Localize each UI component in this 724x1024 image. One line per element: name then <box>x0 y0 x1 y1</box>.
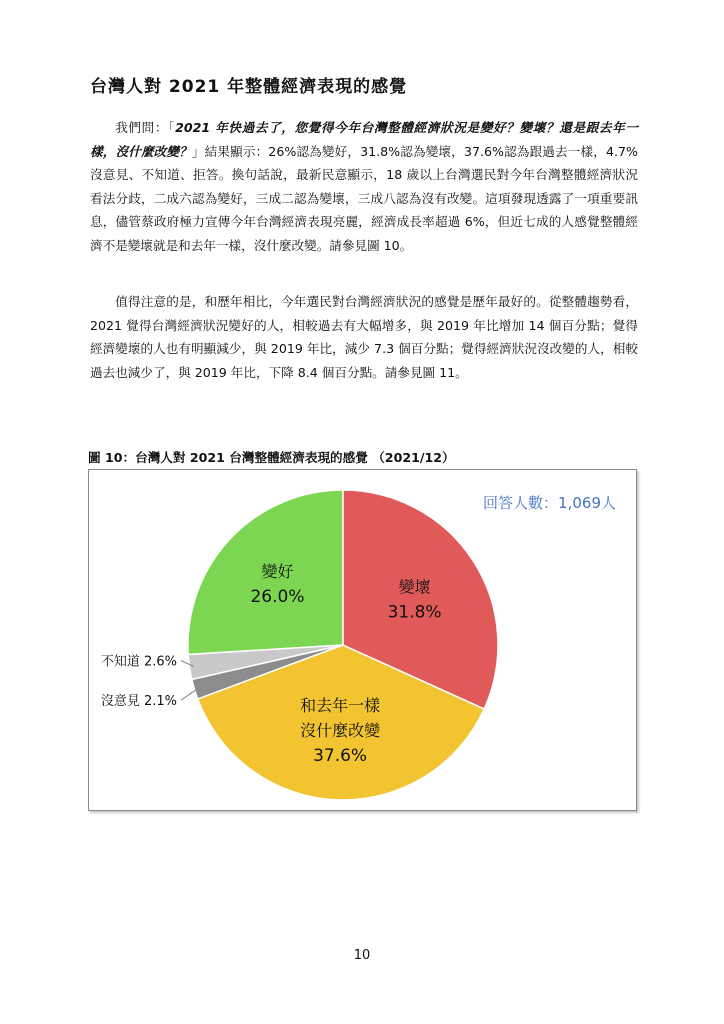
respondents-note: 回答人數：1,069人 <box>483 494 616 512</box>
slice-category-label: 變壞 <box>398 577 431 597</box>
figure-caption: 圖 10：台灣人對 2021 台灣整體經濟表現的感覺 （2021/12） <box>88 450 455 465</box>
small-slice-label: 沒意見 2.1% <box>100 694 177 710</box>
slice-category-label: 變好 <box>261 561 294 581</box>
pie-chart <box>89 470 636 810</box>
paragraph-1 <box>90 116 638 257</box>
page-number: 10 <box>353 948 371 963</box>
paragraph-1-lead: 我們問：「 <box>115 120 176 135</box>
slice-category-label: 沒什麼改變 <box>300 721 381 741</box>
survey-question: 2021 年快過去了，您覺得今年台灣整體經濟狀況是變好？變壞？還是跟去年一樣，沒什麼改變？ <box>90 120 638 159</box>
slice-value-label: 31.8% <box>387 602 442 623</box>
slice-value-label: 37.6% <box>313 746 368 767</box>
paragraph-1-body: 」結果顯示：26%認為變好，31.8%認為變壞，37.6%認為跟過去一樣，4.7%沒意見、不知道、拒答。換句話說，最新民意顯示，18 歲以上台灣選民對今年台灣整體經濟狀況看法分歧，二成六認為變好，三成二認為變壞，三成八認為沒有改變。這項發現透露了一項重要訊息，儘管蔡政府極力宣傳今年台灣經濟表現亮麗，經濟成長率超過 6%，但近七成的人感覺整體經濟不是變壞就是和去年一樣，沒什麼改變。請參見圖 10。 <box>90 143 638 253</box>
section-title: 台灣人對 2021 年整體經濟表現的感覺 <box>90 77 408 97</box>
slice-category-label: 和去年一樣 <box>300 696 381 716</box>
small-slice-label: 不知道 2.6% <box>100 654 177 670</box>
paragraph-2: 值得注意的是，和歷年相比，今年選民對台灣經濟狀況的感覺是歷年最好的。從整體趨勢看，2021 覺得台灣經濟狀況變好的人，相較過去有大幅增多，與 2019 年比增加 14 個百分點；覺得經濟變壞的人也有明顯減少，與 2019 年比，減少 7.3 個百分點；覺得經濟狀況沒改變的人，相較過去也減少了，與 2019 年比，下降 8.4 個百分點。請參見圖 11。 <box>90 294 638 380</box>
pie-chart-frame <box>88 469 637 811</box>
slice-value-label: 26.0% <box>250 586 305 607</box>
